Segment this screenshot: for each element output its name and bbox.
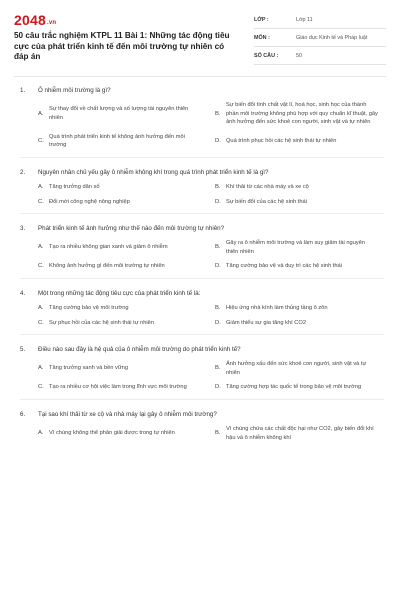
answer-options: [20, 301, 384, 330]
answer-option-b[interactable]: [215, 422, 384, 445]
answer-option-d[interactable]: [215, 380, 384, 395]
option-letter: B.: [215, 304, 221, 311]
option-text: Đổi mới công nghệ nông nghiệp: [49, 198, 130, 205]
option-text: Sự thay đổi về chất lượng và số lượng tài nguyên thiên nhiên: [49, 106, 189, 121]
answer-option-c[interactable]: [38, 316, 207, 331]
option-text: Vì chúng không thể phân giải được trong tự nhiên: [49, 430, 175, 437]
question-title: [20, 82, 384, 98]
question-1: [20, 82, 384, 158]
answer-option-a[interactable]: [38, 301, 207, 316]
option-letter: C.: [38, 319, 44, 326]
header-divider: [14, 76, 386, 77]
question-6: [20, 406, 384, 445]
option-letter: A.: [38, 183, 44, 190]
answer-option-c[interactable]: [38, 259, 207, 274]
document-header: [14, 12, 386, 72]
option-text: Tăng cường hợp tác quốc tế trong bảo vệ môi trường: [226, 384, 362, 391]
option-text: Tăng cường bảo vệ và duy trì các hệ sinh thái: [226, 263, 342, 270]
answer-option-b[interactable]: [215, 236, 384, 259]
question-4: [20, 285, 384, 335]
answer-option-d[interactable]: [215, 259, 384, 274]
question-title: [20, 341, 384, 357]
logo-main: 2048: [14, 12, 46, 28]
option-letter: D.: [215, 384, 221, 391]
meta-key: LỚP :: [254, 17, 269, 23]
answer-option-d[interactable]: [215, 195, 384, 210]
question-list: [20, 82, 384, 451]
question-divider: [20, 334, 384, 335]
question-number: 5.: [20, 346, 26, 354]
question-text: Điều nào sau đây là hệ quả của ô nhiễm môi trường do phát triển kinh tế?: [38, 346, 241, 354]
option-text: Sự phục hồi của các hệ sinh thái tự nhiên: [49, 319, 154, 326]
question-divider: [20, 278, 384, 279]
option-text: Gây ra ô nhiễm môi trường và làm suy giảm tài nguyên thiên nhiên: [226, 240, 366, 255]
question-text: Tại sao khí thải từ xe cộ và nhà máy lại gây ô nhiễm môi trường?: [38, 410, 217, 418]
answer-option-b[interactable]: [215, 180, 384, 195]
question-divider: [20, 399, 384, 400]
option-text: Tạo ra nhiều không gian xanh và giảm ô nhiễm: [49, 244, 168, 251]
question-title: [20, 164, 384, 180]
meta-value: Giáo dục Kinh tế và Pháp luật: [296, 35, 368, 41]
option-letter: A.: [38, 244, 44, 251]
answer-option-a[interactable]: [38, 422, 207, 445]
question-text: Phát triển kinh tế ảnh hưởng như thế nào đến môi trường tự nhiên?: [38, 225, 225, 233]
question-number: 6.: [20, 410, 26, 418]
option-letter: D.: [215, 198, 221, 205]
option-text: Không ảnh hưởng gì đến môi trường tự nhiên: [49, 263, 165, 270]
option-text: Tạo ra nhiều cơ hội việc làm trong lĩnh vực môi trường: [49, 384, 187, 391]
question-text: Một trong những tác động tiêu cực của phát triển kinh tế là:: [38, 289, 201, 297]
option-text: Sự biến đổi của các hệ sinh thái: [226, 198, 307, 205]
question-number: 1.: [20, 87, 26, 94]
option-text: Hiệu ứng nhà kính làm thủng tầng ô zôn: [226, 304, 328, 311]
question-text: Ô nhiễm môi trường là gì?: [38, 87, 111, 94]
option-letter: A.: [38, 365, 44, 372]
answer-options: [20, 98, 384, 153]
option-letter: B.: [215, 244, 221, 251]
option-letter: C.: [38, 384, 44, 391]
answer-options: [20, 422, 384, 445]
option-letter: C.: [38, 138, 44, 145]
answer-option-a[interactable]: [38, 236, 207, 259]
meta-row-subject: [254, 33, 386, 47]
option-text: Tăng trưởng xanh và bền vững: [49, 365, 129, 372]
question-title: [20, 406, 384, 422]
answer-option-d[interactable]: [215, 316, 384, 331]
question-title: [20, 285, 384, 301]
answer-option-a[interactable]: [38, 357, 207, 380]
answer-option-b[interactable]: [215, 357, 384, 380]
option-text: Ảnh hưởng xấu đến sức khoẻ con người, sinh vật và tự nhiên: [226, 361, 367, 376]
question-number: 3.: [20, 225, 26, 233]
option-letter: B.: [215, 430, 221, 437]
option-text: Vì chúng chứa các chất độc hại như CO2, gây biến đổi khí hậu và ô nhiễm không khí: [226, 425, 374, 441]
meta-key: MÔN :: [254, 35, 270, 41]
question-5: [20, 341, 384, 400]
option-text: Tăng trưởng dân số: [49, 183, 100, 190]
document-title: 50 câu trắc nghiệm KTPL 11 Bài 1: Những tác động tiêu cực của phát triển kinh tế đến môi trường tự nhiên có đáp án: [14, 31, 230, 61]
option-text: Sự biến đổi tính chất vật lí, hoá học, sinh học của thành phần môi trường không phù hợp với quy chuẩn kĩ thuật, gây ảnh hưởng đến sức khoẻ con người, sinh vật và tự nhiên: [226, 102, 378, 126]
option-text: Quá trình phục hồi các hệ sinh thái tự nhiên: [226, 138, 337, 145]
question-divider: [20, 213, 384, 214]
question-title: [20, 220, 384, 236]
answer-option-c[interactable]: [38, 130, 207, 153]
meta-key: SỐ CÂU :: [254, 53, 279, 59]
answer-option-a[interactable]: [38, 180, 207, 195]
question-text: Nguyên nhân chủ yếu gây ô nhiễm không khí trong quá trình phát triển kinh tế là gì?: [38, 168, 269, 176]
option-text: Quá trình phát triển kinh tế không ảnh hưởng đến môi trường: [49, 133, 185, 149]
option-letter: A.: [38, 304, 44, 311]
question-divider: [20, 157, 384, 158]
question-2: [20, 164, 384, 214]
question-number: 2.: [20, 168, 26, 176]
meta-row-class: [254, 15, 386, 29]
option-letter: D.: [215, 263, 221, 270]
option-letter: C.: [38, 263, 44, 270]
option-letter: D.: [215, 319, 221, 326]
document-meta: [254, 15, 386, 69]
option-letter: D.: [215, 138, 221, 145]
meta-value: Lớp 11: [296, 17, 313, 23]
logo-suffix: .vn: [46, 20, 57, 26]
answer-options: [20, 236, 384, 274]
answer-option-b[interactable]: [215, 301, 384, 316]
site-logo[interactable]: [14, 12, 56, 28]
option-text: Tăng cường bảo vệ môi trường: [49, 304, 129, 311]
answer-option-c[interactable]: [38, 195, 207, 210]
answer-option-a[interactable]: [38, 98, 207, 130]
answer-options: [20, 357, 384, 395]
question-3: [20, 220, 384, 279]
answer-option-c[interactable]: [38, 380, 207, 395]
option-text: Khí thải từ các nhà máy và xe cộ: [226, 183, 309, 190]
option-letter: C.: [38, 198, 44, 205]
meta-row-count: [254, 51, 386, 65]
option-letter: A.: [38, 430, 44, 437]
option-letter: B.: [215, 110, 221, 117]
answer-option-d[interactable]: [215, 130, 384, 153]
meta-value: 50: [296, 53, 302, 59]
answer-options: [20, 180, 384, 209]
answer-option-b[interactable]: [215, 98, 384, 130]
option-letter: A.: [38, 110, 44, 117]
question-number: 4.: [20, 289, 26, 297]
option-letter: B.: [215, 365, 221, 372]
option-text: Giảm thiểu sự gia tăng khí CO2: [226, 319, 306, 326]
option-letter: B.: [215, 183, 221, 190]
